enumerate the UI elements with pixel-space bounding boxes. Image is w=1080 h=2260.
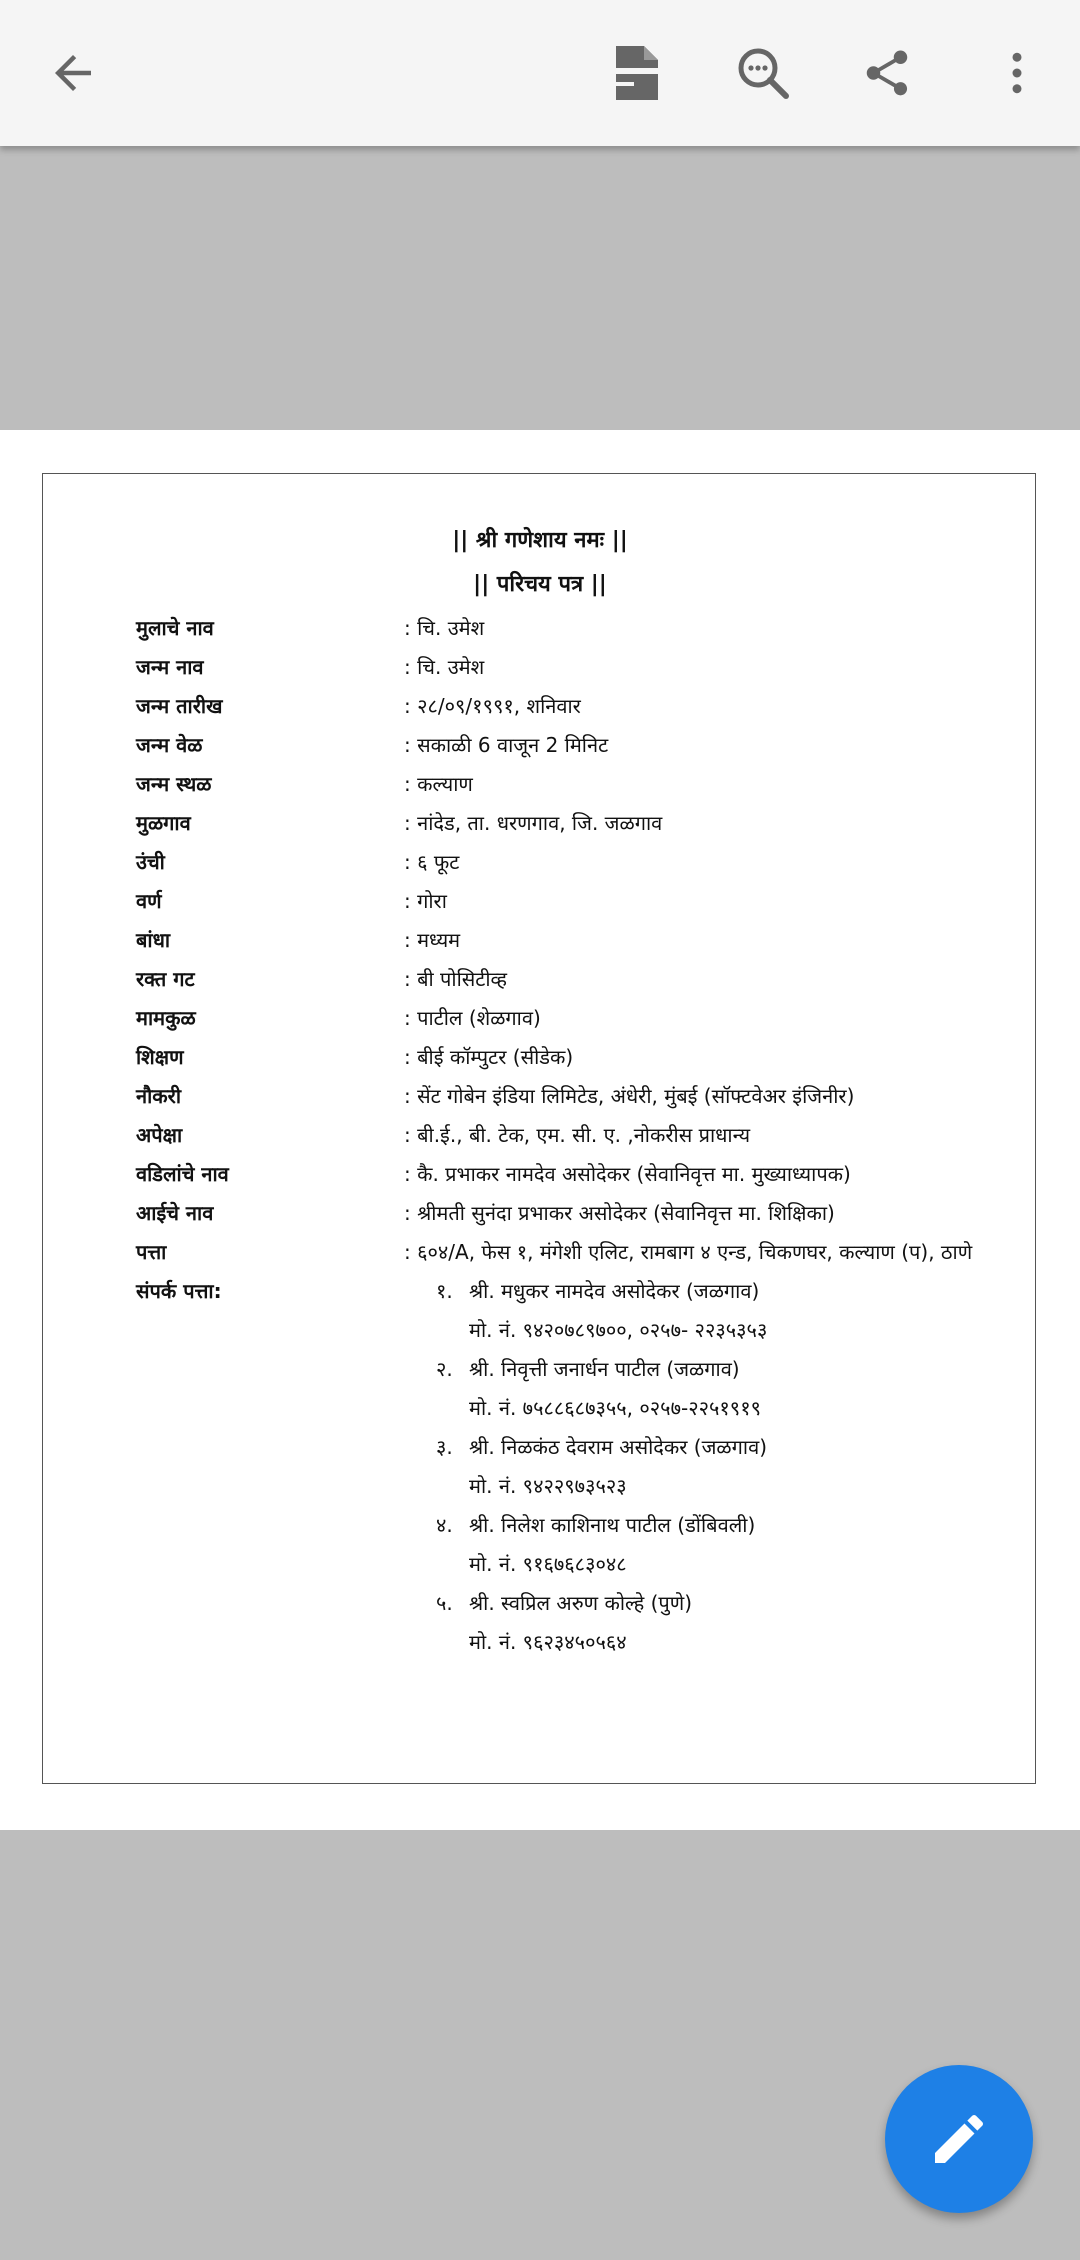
edit-pencil-icon	[927, 2107, 991, 2171]
info-row-blood-group	[0, 965, 1080, 1004]
contact-phone: मो. नं. ९४२२९७३५२३	[469, 1474, 627, 1498]
info-label: बांधा	[136, 928, 171, 952]
contact-phone: मो. नं. ९४२०७८९७००, ०२५७- २२३५३५३	[469, 1318, 768, 1342]
info-row-maternal-family	[0, 1004, 1080, 1043]
contact-section-label: संपर्क पत्ता:	[136, 1279, 222, 1303]
info-row-address	[0, 1238, 1080, 1277]
info-row-height	[0, 848, 1080, 887]
info-row-birth-place	[0, 770, 1080, 809]
info-row-birth-time	[0, 731, 1080, 770]
more-vert-icon	[990, 46, 1044, 100]
info-row-build	[0, 926, 1080, 965]
document-outline-icon	[614, 44, 660, 102]
info-label: मामकुळ	[136, 1006, 196, 1030]
info-row-birth-name	[0, 653, 1080, 692]
info-value: : कै. प्रभाकर नामदेव असोदेकर (सेवानिवृत्त मा. मुख्याध्यापक)	[404, 1162, 851, 1186]
contact-name: श्री. स्वप्रिल अरुण कोल्हे (पुणे)	[469, 1591, 693, 1615]
info-row-native-place	[0, 809, 1080, 848]
contact-number: ४.	[436, 1513, 453, 1537]
share-icon	[860, 46, 914, 100]
contact-name: श्री. निळकंठ देवराम असोदेकर (जळगाव)	[469, 1435, 767, 1459]
info-row-child-name	[0, 614, 1080, 653]
info-row-expectation	[0, 1121, 1080, 1160]
find-in-page-button[interactable]	[723, 33, 803, 113]
contact-number: २.	[436, 1357, 453, 1381]
info-value: : नांदेड, ता. धरणगाव, जि. जळगाव	[404, 811, 663, 835]
info-value: : मध्यम	[404, 928, 461, 952]
info-value: : २८/०९/१९९१, शनिवार	[404, 694, 581, 718]
info-value: : ६०४/A, फेस १, मंगेशी एलिट, रामबाग ४ एन्ड, चिकणघर, कल्याण (प), ठाणे	[404, 1240, 973, 1264]
info-value: : सेंट गोबेन इंडिया लिमिटेड, अंधेरी, मुंबई (सॉफ्टवेअर इंजिनीर)	[404, 1084, 855, 1108]
contact-number: १.	[436, 1279, 453, 1303]
info-label: जन्म स्थळ	[136, 772, 212, 796]
contact-number: ३.	[436, 1435, 453, 1459]
info-label: अपेक्षा	[136, 1123, 183, 1147]
info-row-education	[0, 1043, 1080, 1082]
arrow-left-icon	[46, 46, 100, 100]
document-page	[0, 430, 1080, 1830]
info-label: शिक्षण	[136, 1045, 184, 1069]
info-label: मुळगाव	[136, 811, 191, 835]
info-value: : कल्याण	[404, 772, 473, 796]
info-label: वडिलांचे नाव	[136, 1162, 229, 1186]
info-label: रक्त गट	[136, 967, 195, 991]
info-row-job	[0, 1082, 1080, 1121]
info-value: : गोरा	[404, 889, 447, 913]
info-value: : ६ फूट	[404, 850, 460, 874]
info-label: जन्म तारीख	[136, 694, 223, 718]
info-row-complexion	[0, 887, 1080, 926]
contact-phone: मो. नं. ७५८८६८७३५५, ०२५७-२२५१९१९	[469, 1396, 762, 1420]
info-value: : सकाळी 6 वाजून 2 मिनिट	[404, 733, 609, 757]
info-value: : चि. उमेश	[404, 616, 485, 640]
info-row-father-name	[0, 1160, 1080, 1199]
document-heading-invocation: || श्री गणेशाय नमः ||	[452, 528, 628, 553]
contact-name: श्री. मधुकर नामदेव असोदेकर (जळगाव)	[469, 1279, 760, 1303]
info-label: उंची	[136, 850, 165, 874]
info-label: आईचे नाव	[136, 1201, 214, 1225]
app-toolbar	[0, 0, 1080, 146]
info-value: : पाटील (शेळगाव)	[404, 1006, 541, 1030]
document-heading-title: || परिचय पत्र ||	[473, 572, 607, 597]
find-in-page-icon	[735, 45, 791, 101]
info-label: मुलाचे नाव	[136, 616, 214, 640]
document-outline-button[interactable]	[597, 33, 677, 113]
more-options-button[interactable]	[977, 33, 1057, 113]
back-button[interactable]	[33, 33, 113, 113]
info-value: : बीई कॉम्पुटर (सीडेक)	[404, 1045, 574, 1069]
share-button[interactable]	[847, 33, 927, 113]
info-label: जन्म नाव	[136, 655, 204, 679]
contact-phone: मो. नं. ९६२३४५०५६४	[469, 1630, 627, 1654]
info-label: वर्ण	[136, 889, 162, 913]
info-value: : श्रीमती सुनंदा प्रभाकर असोदेकर (सेवानिवृत्त मा. शिक्षिका)	[404, 1201, 835, 1225]
contact-phone: मो. नं. ९१६७६८३०४८	[469, 1552, 627, 1576]
contact-name: श्री. निवृत्ती जनार्धन पाटील (जळगाव)	[469, 1357, 740, 1381]
info-value: : बी.ई., बी. टेक, एम. सी. ए. ,नोकरीस प्राधान्य	[404, 1123, 751, 1147]
edit-fab-button[interactable]	[885, 2065, 1033, 2213]
info-label: पत्ता	[136, 1240, 167, 1264]
info-row-mother-name	[0, 1199, 1080, 1238]
info-value: : बी पोसिटीव्ह	[404, 967, 507, 991]
info-label: नौकरी	[136, 1084, 181, 1108]
contact-number: ५.	[436, 1591, 453, 1615]
contact-name: श्री. निलेश काशिनाथ पाटील (डोंबिवली)	[469, 1513, 756, 1537]
info-row-birth-date	[0, 692, 1080, 731]
info-value: : चि. उमेश	[404, 655, 485, 679]
info-label: जन्म वेळ	[136, 733, 203, 757]
